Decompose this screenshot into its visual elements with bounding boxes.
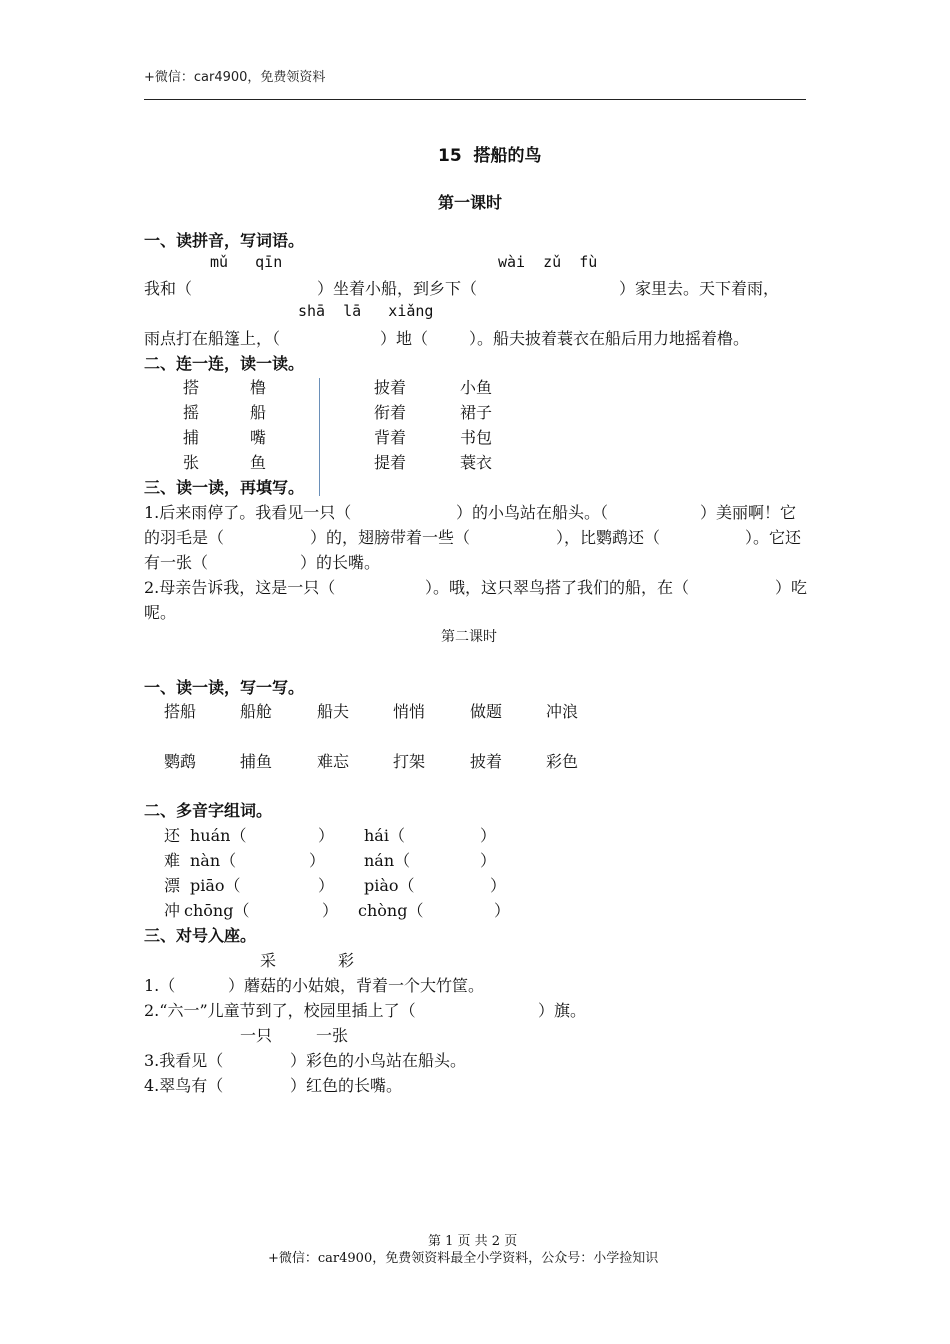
lesson1-heading: 第一课时	[438, 193, 503, 212]
word: 鹦鹉	[164, 752, 197, 771]
match-cell: 小鱼	[460, 378, 493, 397]
poly-close: ）	[318, 826, 335, 845]
match-cell: 裙子	[460, 403, 493, 422]
read-fill-2a: 的羽毛是（	[144, 528, 225, 547]
lesson2-sec1-title: 一、读一读，写一写。	[144, 678, 305, 697]
option: 一张	[316, 1026, 349, 1045]
read-fill-5: 呢。	[144, 603, 177, 622]
poly-pinyin: hái（	[364, 826, 405, 845]
fill-line2b: ）地（	[380, 329, 429, 348]
poly-close: ）	[494, 901, 511, 920]
poly-pinyin: nán（	[364, 851, 411, 870]
question-4b: ）红色的长嘴。	[290, 1076, 403, 1095]
question-2b: ）旗。	[538, 1001, 587, 1020]
read-fill-1c: ）美丽啊！它	[700, 503, 797, 522]
match-cell: 衔着	[374, 403, 407, 422]
match-cell: 书包	[460, 428, 493, 447]
match-cell: 背着	[374, 428, 407, 447]
read-fill-4a: 2.母亲告诉我，这是一只（	[144, 578, 336, 597]
page-number: 第 1 页 共 2 页	[428, 1234, 518, 1249]
match-cell: 搭	[183, 378, 200, 397]
footer-note: +微信：car4900，免费领资料最全小学资料，公众号：小学捡知识	[268, 1251, 659, 1266]
question-1b: ）蘑菇的小姑娘，背着一个大竹筐。	[228, 976, 485, 995]
lesson2-heading: 第二课时	[441, 629, 497, 645]
pinyin-muqin: mǔ qīn	[210, 253, 283, 271]
lesson1-sec1-title: 一、读拼音，写词语。	[144, 231, 305, 250]
word: 披着	[470, 752, 503, 771]
word: 彩色	[546, 752, 579, 771]
fill-line1c: ）家里去。天下着雨，	[619, 279, 780, 298]
word: 悄悄	[393, 702, 426, 721]
match-cell: 提着	[374, 453, 407, 472]
read-fill-1b: ）的小鸟站在船头。（	[456, 503, 609, 522]
word: 搭船	[164, 702, 197, 721]
word: 船夫	[317, 702, 350, 721]
match-cell: 披着	[374, 378, 407, 397]
poly-close: ）	[490, 876, 507, 895]
fill-line1b: ）坐着小船，到乡下（	[317, 279, 478, 298]
fill-line2a: 雨点打在船篷上，（	[144, 329, 281, 348]
header-divider	[144, 99, 806, 100]
read-fill-1a: 1.后来雨停了。我看见一只（	[144, 503, 352, 522]
poly-char: 冲	[164, 901, 181, 920]
fill-line2c: ）。船夫披着蓑衣在船后用力地摇着橹。	[469, 329, 750, 348]
poly-pinyin: chōng（	[184, 901, 250, 920]
poly-pinyin: nàn（	[190, 851, 237, 870]
pinyin-shala-xiang: shā lā xiǎng	[298, 302, 434, 320]
read-fill-2c: ），比鹦鹉还（	[556, 528, 661, 547]
pinyin-waizufu: wài zǔ fù	[498, 253, 598, 271]
poly-char: 还	[164, 826, 181, 845]
lesson1-sec3-title: 三、读一读，再填写。	[144, 478, 305, 497]
word: 船舱	[240, 702, 273, 721]
match-cell: 摇	[183, 403, 200, 422]
poly-close: ）	[480, 826, 497, 845]
match-cell: 嘴	[250, 428, 267, 447]
question-4a: 4.翠鸟有（	[144, 1076, 224, 1095]
word: 难忘	[317, 752, 350, 771]
read-fill-4b: ）。哦，这只翠鸟搭了我们的船，在（	[425, 578, 690, 597]
word: 打架	[393, 752, 426, 771]
lesson2-sec2-title: 二、多音字组词。	[144, 801, 273, 820]
poly-char: 漂	[164, 876, 181, 895]
option: 采	[260, 951, 277, 970]
question-2a: 2.“六一”儿童节到了，校园里插上了（	[144, 1001, 416, 1020]
word: 做题	[470, 702, 503, 721]
header-note: +微信：car4900，免费领资料	[144, 70, 326, 85]
option: 彩	[338, 951, 355, 970]
page-title: 15 搭船的鸟	[438, 146, 542, 166]
match-cell: 鱼	[250, 453, 267, 472]
poly-pinyin: chòng（	[358, 901, 424, 920]
read-fill-2d: ）。它还	[745, 528, 802, 547]
match-cell: 蓑衣	[460, 453, 493, 472]
match-cell: 船	[250, 403, 267, 422]
divider-line	[319, 378, 320, 496]
word: 冲浪	[546, 702, 579, 721]
question-1a: 1.（	[144, 976, 176, 995]
poly-close: ）	[318, 876, 335, 895]
read-fill-4c: ）吃	[775, 578, 808, 597]
poly-close: ）	[480, 851, 497, 870]
read-fill-3b: ）的长嘴。	[300, 553, 381, 572]
match-cell: 橹	[250, 378, 267, 397]
match-cell: 捕	[183, 428, 200, 447]
poly-char: 难	[164, 851, 181, 870]
option: 一只	[240, 1026, 273, 1045]
poly-close: ）	[322, 901, 339, 920]
question-3b: ）彩色的小鸟站在船头。	[290, 1051, 467, 1070]
poly-pinyin: piāo（	[190, 876, 241, 895]
fill-line1a: 我和（	[144, 279, 193, 298]
lesson1-sec2-title: 二、连一连，读一读。	[144, 354, 305, 373]
poly-pinyin: piào（	[364, 876, 415, 895]
question-3a: 3.我看见（	[144, 1051, 224, 1070]
lesson2-sec3-title: 三、对号入座。	[144, 926, 257, 945]
word: 捕鱼	[240, 752, 273, 771]
match-cell: 张	[183, 453, 200, 472]
poly-pinyin: huán（	[190, 826, 247, 845]
read-fill-2b: ）的，翅膀带着一些（	[310, 528, 471, 547]
read-fill-3a: 有一张（	[144, 553, 209, 572]
poly-close: ）	[309, 851, 326, 870]
